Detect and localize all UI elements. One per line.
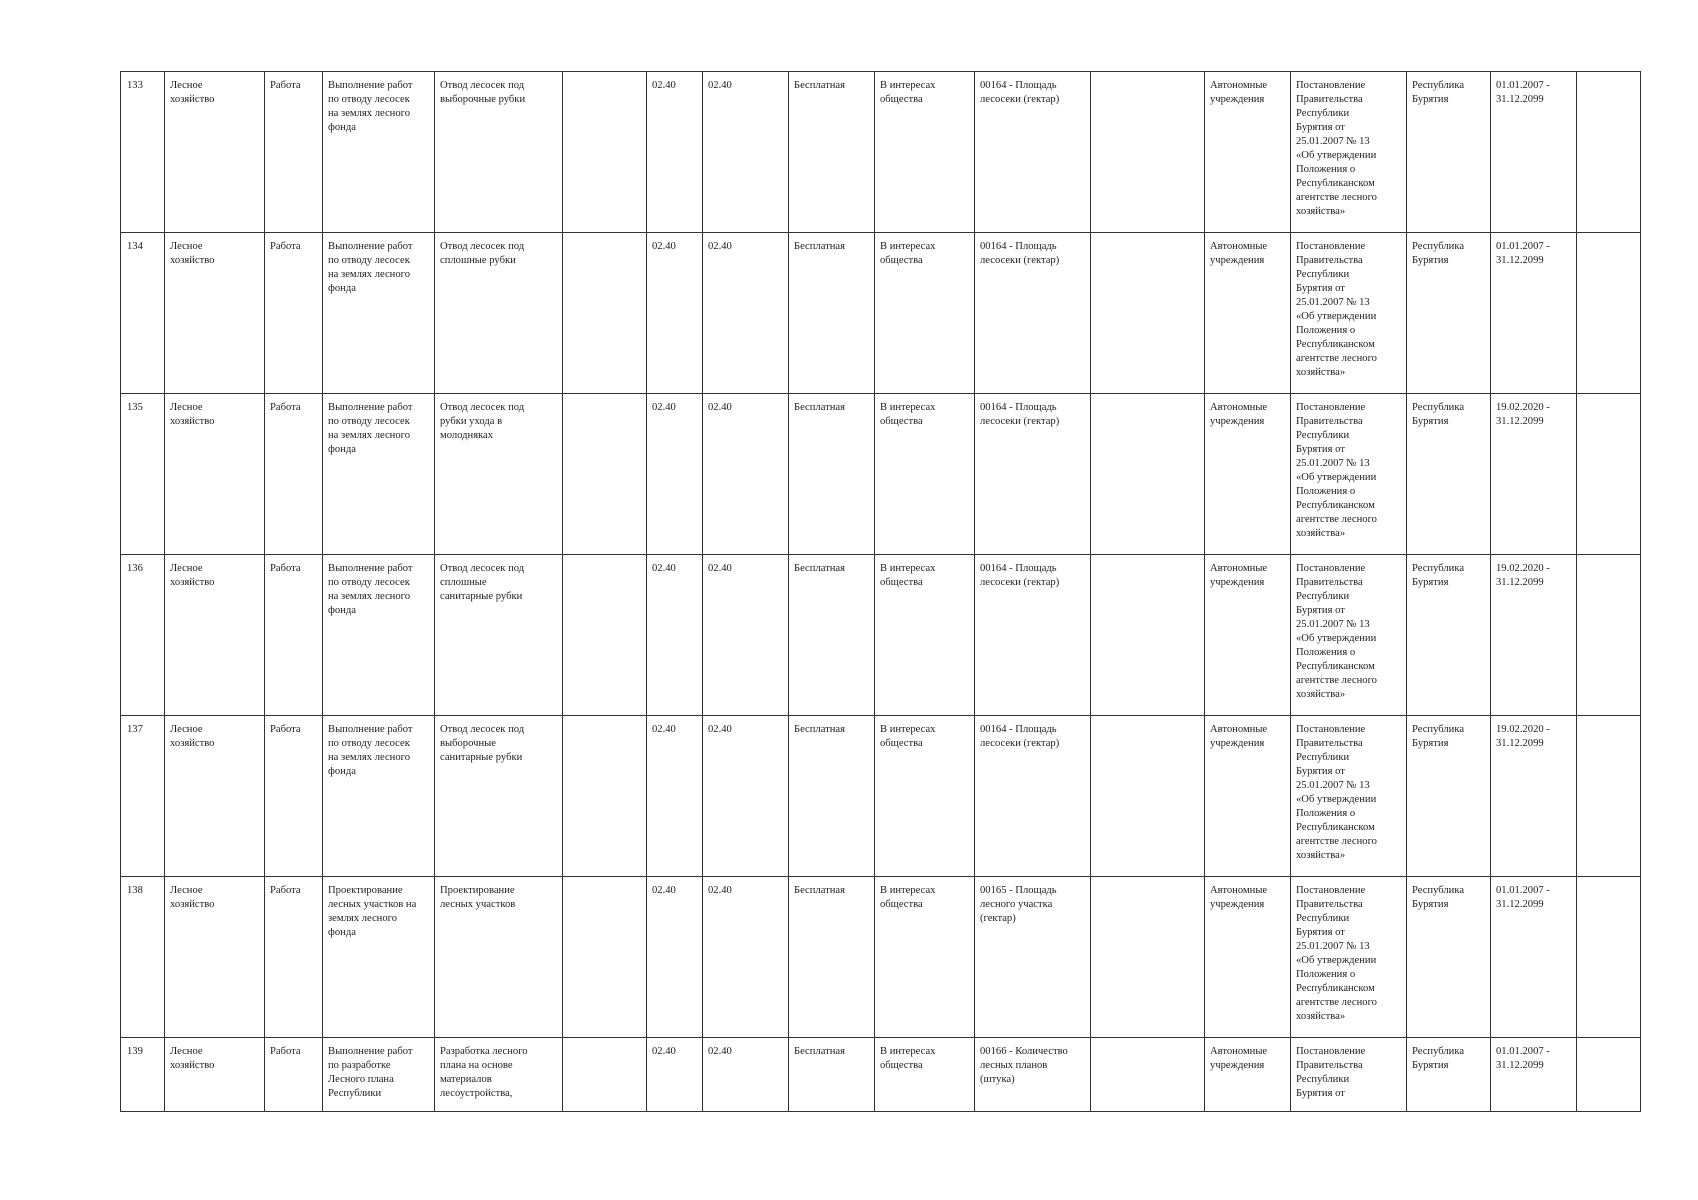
row-number: 139 [121, 1038, 165, 1112]
interest-cell: В интересах общества [875, 233, 975, 394]
content-cell: Отвод лесосек под выборочные санитарные рубки [435, 716, 563, 877]
services-table [120, 71, 1641, 1112]
legal-act-cell: Постановление Правительства Республики Бурятия от 25.01.2007 № 13 «Об утверждении Положения о Республиканском агентстве лесного хозяйства» [1291, 72, 1407, 233]
indicator-cell: 00164 - Площадь лесосеки (гектар) [975, 394, 1091, 555]
payment-type-cell: Бесплатная [789, 716, 875, 877]
industry-cell: Лесное хозяйство [165, 394, 265, 555]
legal-act-cell: Постановление Правительства Республики Бурятия от 25.01.2007 № 13 «Об утверждении Положения о Республиканском агентстве лесного хозяйства» [1291, 233, 1407, 394]
validity-period-cell: 01.01.2007 - 31.12.2099 [1491, 877, 1577, 1038]
empty-cell [563, 555, 647, 716]
empty-cell [1091, 233, 1205, 394]
payment-type-cell: Бесплатная [789, 233, 875, 394]
type-cell: Работа [265, 877, 323, 1038]
institution-type-cell: Автономные учреждения [1205, 716, 1291, 877]
payment-type-cell: Бесплатная [789, 1038, 875, 1112]
empty-cell [1577, 716, 1641, 877]
payment-type-cell: Бесплатная [789, 72, 875, 233]
empty-cell [1091, 394, 1205, 555]
region-cell: Республика Бурятия [1407, 233, 1491, 394]
empty-cell [1577, 877, 1641, 1038]
institution-type-cell: Автономные учреждения [1205, 233, 1291, 394]
institution-type-cell: Автономные учреждения [1205, 72, 1291, 233]
type-cell: Работа [265, 555, 323, 716]
industry-cell: Лесное хозяйство [165, 233, 265, 394]
table-row [121, 877, 1641, 1038]
service-name-cell: Выполнение работ по отводу лесосек на землях лесного фонда [323, 72, 435, 233]
service-name-cell: Выполнение работ по разработке Лесного плана Республики [323, 1038, 435, 1112]
institution-type-cell: Автономные учреждения [1205, 394, 1291, 555]
service-name-cell: Выполнение работ по отводу лесосек на землях лесного фонда [323, 233, 435, 394]
indicator-cell: 00166 - Количество лесных планов (штука) [975, 1038, 1091, 1112]
content-cell: Отвод лесосек под выборочные рубки [435, 72, 563, 233]
region-cell: Республика Бурятия [1407, 394, 1491, 555]
type-cell: Работа [265, 72, 323, 233]
table-row [121, 555, 1641, 716]
industry-cell: Лесное хозяйство [165, 877, 265, 1038]
indicator-cell: 00164 - Площадь лесосеки (гектар) [975, 233, 1091, 394]
okved-code-2-cell: 02.40 [703, 233, 789, 394]
interest-cell: В интересах общества [875, 72, 975, 233]
payment-type-cell: Бесплатная [789, 555, 875, 716]
legal-act-cell: Постановление Правительства Республики Бурятия от 25.01.2007 № 13 «Об утверждении Положения о Республиканском агентстве лесного хозяйства» [1291, 394, 1407, 555]
empty-cell [1577, 555, 1641, 716]
empty-cell [1091, 555, 1205, 716]
interest-cell: В интересах общества [875, 716, 975, 877]
empty-cell [1577, 233, 1641, 394]
okved-code-2-cell: 02.40 [703, 394, 789, 555]
table-row [121, 72, 1641, 233]
okved-code-2-cell: 02.40 [703, 1038, 789, 1112]
region-cell: Республика Бурятия [1407, 1038, 1491, 1112]
okved-code-2-cell: 02.40 [703, 555, 789, 716]
indicator-cell: 00164 - Площадь лесосеки (гектар) [975, 72, 1091, 233]
indicator-cell: 00164 - Площадь лесосеки (гектар) [975, 716, 1091, 877]
okved-code-2-cell: 02.40 [703, 72, 789, 233]
validity-period-cell: 01.01.2007 - 31.12.2099 [1491, 1038, 1577, 1112]
empty-cell [563, 1038, 647, 1112]
table-row [121, 1038, 1641, 1112]
indicator-cell: 00165 - Площадь лесного участка (гектар) [975, 877, 1091, 1038]
institution-type-cell: Автономные учреждения [1205, 555, 1291, 716]
okved-code-cell: 02.40 [647, 877, 703, 1038]
okved-code-2-cell: 02.40 [703, 716, 789, 877]
type-cell: Работа [265, 233, 323, 394]
industry-cell: Лесное хозяйство [165, 72, 265, 233]
content-cell: Отвод лесосек под рубки ухода в молодняках [435, 394, 563, 555]
service-name-cell: Выполнение работ по отводу лесосек на землях лесного фонда [323, 394, 435, 555]
validity-period-cell: 01.01.2007 - 31.12.2099 [1491, 233, 1577, 394]
row-number: 137 [121, 716, 165, 877]
service-name-cell: Проектирование лесных участков на землях лесного фонда [323, 877, 435, 1038]
table-row [121, 233, 1641, 394]
table-body [121, 72, 1641, 1112]
payment-type-cell: Бесплатная [789, 394, 875, 555]
okved-code-cell: 02.40 [647, 1038, 703, 1112]
type-cell: Работа [265, 1038, 323, 1112]
okved-code-cell: 02.40 [647, 555, 703, 716]
row-number: 136 [121, 555, 165, 716]
industry-cell: Лесное хозяйство [165, 555, 265, 716]
empty-cell [563, 72, 647, 233]
content-cell: Проектирование лесных участков [435, 877, 563, 1038]
row-number: 134 [121, 233, 165, 394]
empty-cell [1091, 1038, 1205, 1112]
legal-act-cell: Постановление Правительства Республики Бурятия от 25.01.2007 № 13 «Об утверждении Положения о Республиканском агентстве лесного хозяйства» [1291, 877, 1407, 1038]
empty-cell [1577, 72, 1641, 233]
empty-cell [563, 394, 647, 555]
service-name-cell: Выполнение работ по отводу лесосек на землях лесного фонда [323, 555, 435, 716]
validity-period-cell: 19.02.2020 - 31.12.2099 [1491, 555, 1577, 716]
row-number: 135 [121, 394, 165, 555]
table-row [121, 394, 1641, 555]
legal-act-cell: Постановление Правительства Республики Бурятия от 25.01.2007 № 13 «Об утверждении Положения о Республиканском агентстве лесного хозяйства» [1291, 555, 1407, 716]
type-cell: Работа [265, 394, 323, 555]
empty-cell [1091, 716, 1205, 877]
payment-type-cell: Бесплатная [789, 877, 875, 1038]
service-name-cell: Выполнение работ по отводу лесосек на землях лесного фонда [323, 716, 435, 877]
legal-act-cell: Постановление Правительства Республики Бурятия от [1291, 1038, 1407, 1112]
row-number: 138 [121, 877, 165, 1038]
region-cell: Республика Бурятия [1407, 716, 1491, 877]
interest-cell: В интересах общества [875, 877, 975, 1038]
empty-cell [563, 716, 647, 877]
indicator-cell: 00164 - Площадь лесосеки (гектар) [975, 555, 1091, 716]
validity-period-cell: 19.02.2020 - 31.12.2099 [1491, 394, 1577, 555]
institution-type-cell: Автономные учреждения [1205, 877, 1291, 1038]
validity-period-cell: 19.02.2020 - 31.12.2099 [1491, 716, 1577, 877]
institution-type-cell: Автономные учреждения [1205, 1038, 1291, 1112]
okved-code-cell: 02.40 [647, 716, 703, 877]
industry-cell: Лесное хозяйство [165, 1038, 265, 1112]
industry-cell: Лесное хозяйство [165, 716, 265, 877]
empty-cell [1577, 1038, 1641, 1112]
legal-act-cell: Постановление Правительства Республики Бурятия от 25.01.2007 № 13 «Об утверждении Положения о Республиканском агентстве лесного хозяйства» [1291, 716, 1407, 877]
empty-cell [1091, 877, 1205, 1038]
okved-code-cell: 02.40 [647, 72, 703, 233]
validity-period-cell: 01.01.2007 - 31.12.2099 [1491, 72, 1577, 233]
interest-cell: В интересах общества [875, 394, 975, 555]
interest-cell: В интересах общества [875, 1038, 975, 1112]
region-cell: Республика Бурятия [1407, 555, 1491, 716]
okved-code-cell: 02.40 [647, 233, 703, 394]
table-row [121, 716, 1641, 877]
region-cell: Республика Бурятия [1407, 877, 1491, 1038]
type-cell: Работа [265, 716, 323, 877]
empty-cell [1091, 72, 1205, 233]
empty-cell [563, 233, 647, 394]
interest-cell: В интересах общества [875, 555, 975, 716]
empty-cell [1577, 394, 1641, 555]
row-number: 133 [121, 72, 165, 233]
content-cell: Отвод лесосек под сплошные рубки [435, 233, 563, 394]
okved-code-2-cell: 02.40 [703, 877, 789, 1038]
content-cell: Отвод лесосек под сплошные санитарные рубки [435, 555, 563, 716]
region-cell: Республика Бурятия [1407, 72, 1491, 233]
okved-code-cell: 02.40 [647, 394, 703, 555]
empty-cell [563, 877, 647, 1038]
content-cell: Разработка лесного плана на основе материалов лесоустройства, [435, 1038, 563, 1112]
